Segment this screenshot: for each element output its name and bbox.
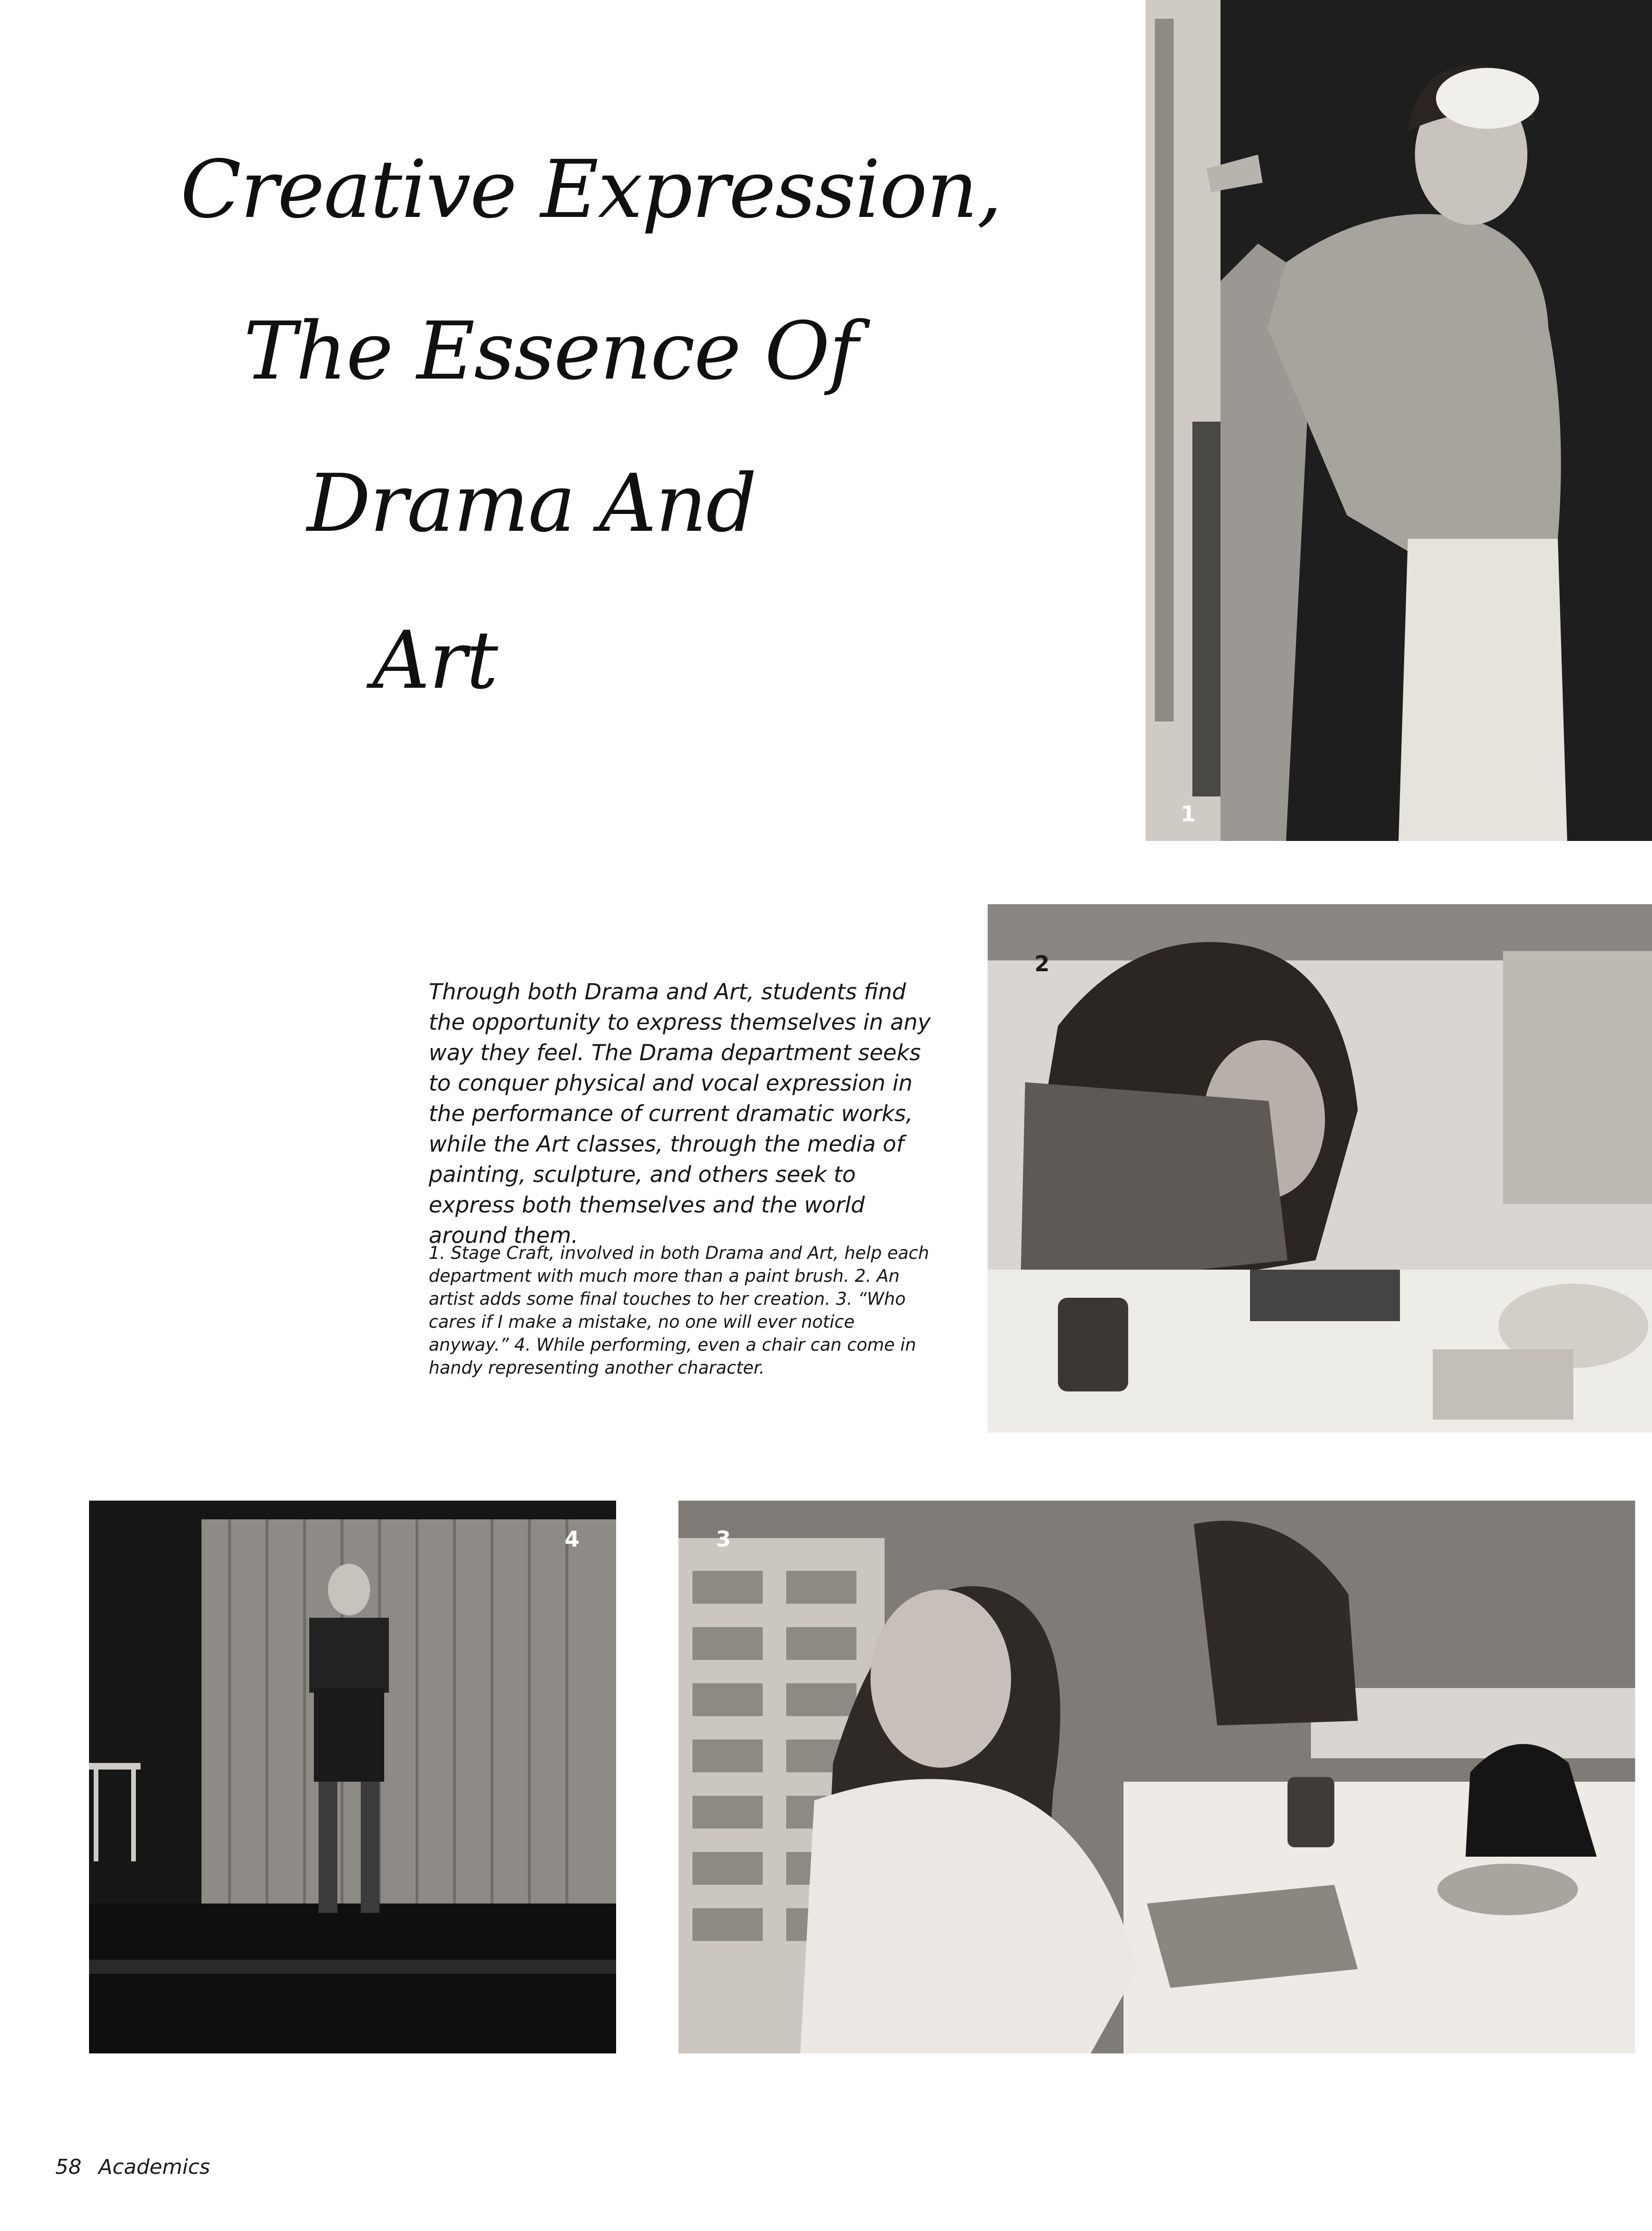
title-line-1: Creative Expression, xyxy=(180,143,1002,236)
photo-artist-painting xyxy=(988,904,1652,1433)
photo-stage-performer-image xyxy=(89,1501,616,2053)
photo-stage-craft-image xyxy=(1146,0,1652,841)
section-name: Academics xyxy=(98,2155,210,2179)
body-text: Through both Drama and Art, students find the opportunity to express themselves in any way they feel. The Drama department seeks to conquer physical and vocal expression in the performance of current dramatic works, while the Art classes, through the media of painting, sculpture, and others seek to express both themselves and the world around them. xyxy=(429,979,931,1249)
photo-number: 4 xyxy=(565,1526,580,1552)
photo-art-class-image xyxy=(678,1501,1635,2053)
photo-captions: 1. Stage Craft, involved in both Drama and Art, help each department with much more than a paint brush. 2. An artist adds some final touches to her creation. 3. “Who cares if I make a mistake, no one will ever notice anyway.” 4. While performing, even a chair can come in handy representing another character. xyxy=(429,1243,930,1378)
photo-stage-craft xyxy=(1146,0,1652,841)
photo-number: 3 xyxy=(716,1526,731,1552)
page-number: 58 xyxy=(55,2155,82,2179)
photo-stage-performer xyxy=(89,1501,616,2053)
photo-art-class xyxy=(678,1501,1635,2053)
page-folio xyxy=(55,2155,210,2179)
title-line-4: Art xyxy=(372,614,498,707)
photo-artist-painting-image xyxy=(988,904,1652,1433)
photo-number: 1 xyxy=(1181,801,1196,826)
photo-number: 2 xyxy=(1034,951,1050,976)
title-line-2: The Essence Of xyxy=(244,305,858,398)
title-line-3: Drama And xyxy=(307,457,756,550)
